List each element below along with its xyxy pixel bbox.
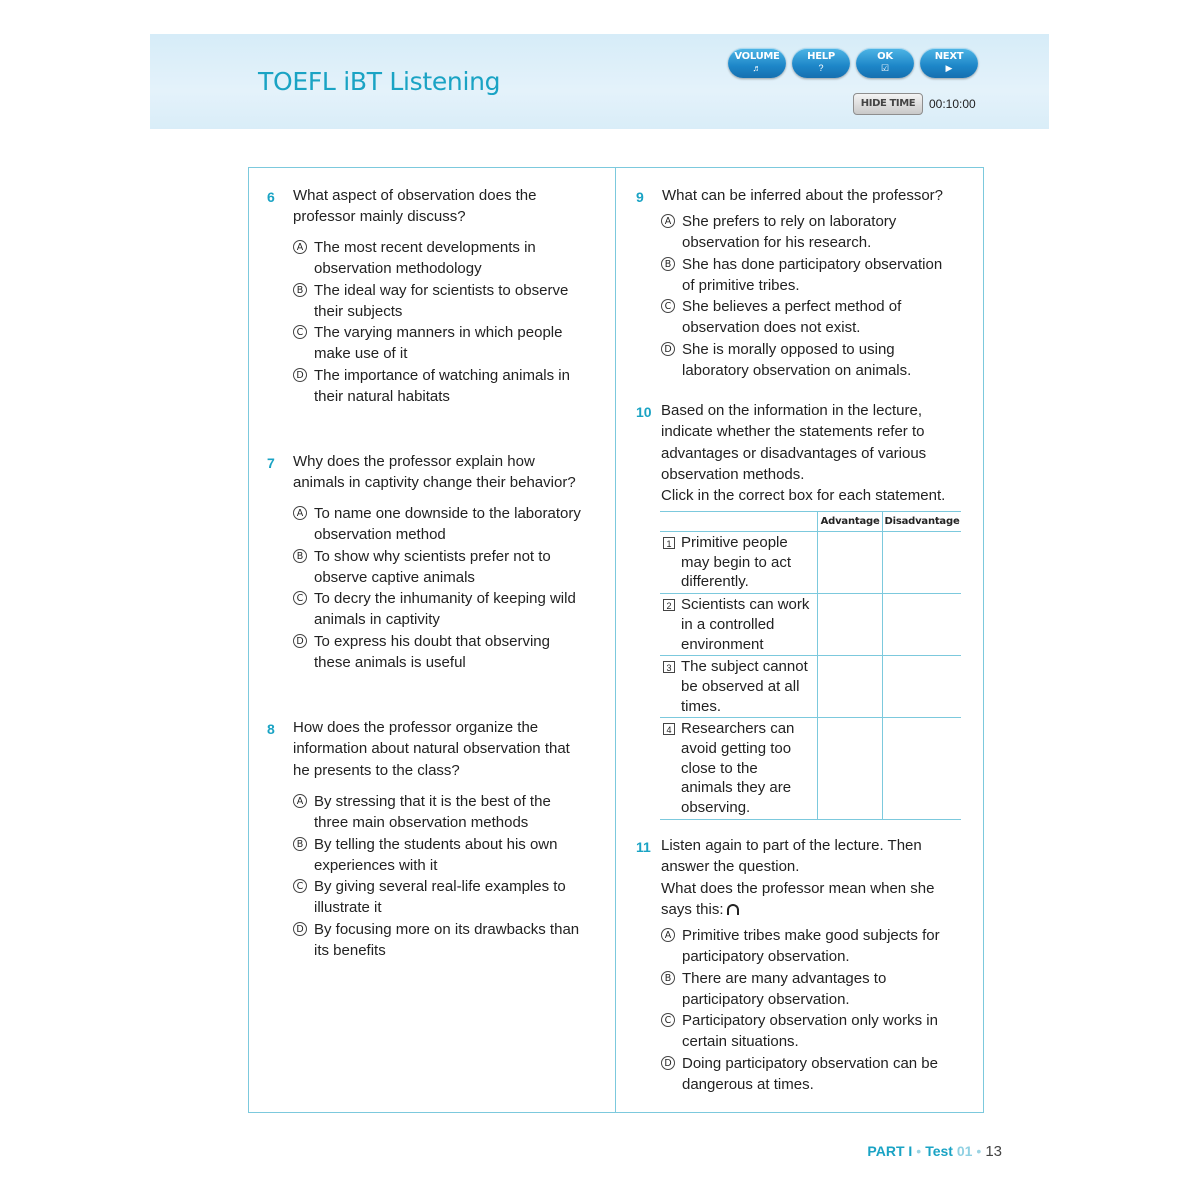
question-line: answer the question. — [661, 858, 800, 876]
volume-button[interactable] — [728, 48, 786, 78]
checkbox-icon: ☑ — [880, 63, 890, 73]
option-line: make use of it — [314, 345, 408, 363]
option-list — [661, 211, 971, 381]
statement-number-icon: 2 — [663, 599, 675, 611]
option-letter-icon: A — [293, 240, 307, 254]
option-d[interactable] — [293, 631, 603, 674]
option-line: Participatory observation only works in — [682, 1012, 938, 1030]
option-letter-icon: A — [661, 214, 675, 228]
statement-cell — [660, 656, 818, 718]
option-line: observation for his research. — [682, 234, 872, 252]
footer-test-label: Test — [925, 1143, 953, 1159]
advantage-box[interactable] — [818, 718, 883, 820]
option-line: Doing participatory observation can be — [682, 1054, 938, 1072]
statement-line: be observed at all — [681, 677, 800, 695]
option-line: The ideal way for scientists to observe — [314, 281, 569, 299]
option-line: She has done participatory observation — [682, 255, 943, 273]
option-line: The importance of watching animals in — [314, 366, 570, 384]
table-header-row — [660, 512, 961, 532]
question-line: Why does the professor explain how — [293, 453, 535, 470]
statement-line: Researchers can — [681, 720, 795, 738]
table-header-disadvantage: Disadvantage — [883, 512, 961, 532]
footer-separator: • — [916, 1143, 922, 1159]
option-c[interactable] — [293, 588, 603, 631]
option-a[interactable] — [293, 503, 603, 546]
footer-part: PART I — [867, 1143, 913, 1159]
option-line: their subjects — [314, 302, 403, 320]
option-letter-icon: B — [293, 837, 307, 851]
play-icon: ▶ — [945, 63, 953, 73]
question-line: observation methods. — [661, 465, 805, 483]
statement-cell — [660, 594, 818, 656]
option-letter-icon: C — [293, 879, 307, 893]
option-line: participatory observation. — [682, 990, 850, 1008]
option-letter-icon: C — [661, 299, 675, 313]
option-line: its benefits — [314, 942, 386, 960]
question-number: 6 — [267, 189, 275, 205]
option-b[interactable] — [661, 968, 971, 1011]
option-line: observation does not exist. — [682, 319, 861, 337]
footer-test-number: 01 — [956, 1143, 973, 1159]
option-line: observe captive animals — [314, 568, 475, 586]
question-number: 10 — [636, 404, 652, 420]
question-line: What does the professor mean when she — [661, 879, 935, 897]
option-line: The varying manners in which people — [314, 324, 563, 342]
option-letter-icon: B — [661, 971, 675, 985]
app-title: TOEFL iBT Listening — [258, 67, 501, 96]
option-line: She prefers to rely on laboratory — [682, 213, 897, 230]
option-list — [293, 503, 603, 673]
statement-line: observing. — [681, 799, 751, 817]
option-c[interactable] — [661, 296, 971, 339]
option-line: certain situations. — [682, 1033, 799, 1051]
statement-line: in a controlled — [681, 615, 775, 633]
option-d[interactable] — [293, 919, 603, 962]
question-line: Listen again to part of the lecture. Then — [661, 837, 922, 854]
ok-button[interactable] — [856, 48, 914, 78]
page-number: 13 — [985, 1143, 1002, 1160]
option-line: observation methodology — [314, 260, 482, 278]
table-row — [660, 718, 961, 820]
question-number: 7 — [267, 455, 275, 471]
footer-separator: • — [976, 1143, 982, 1159]
statement-line: The subject cannot — [681, 658, 808, 676]
option-c[interactable] — [661, 1010, 971, 1053]
advantage-box[interactable] — [818, 594, 883, 656]
option-line: By focusing more on its drawbacks than — [314, 920, 580, 938]
option-letter-icon: D — [661, 1056, 675, 1070]
table-row — [660, 594, 961, 656]
advantage-box[interactable] — [818, 532, 883, 594]
option-line: She is morally opposed to using — [682, 340, 895, 358]
option-line: these animals is useful — [314, 654, 466, 672]
option-line: Primitive tribes make good subjects for — [682, 927, 940, 944]
option-line: three main observation methods — [314, 814, 529, 832]
option-line: To express his doubt that observing — [314, 632, 550, 650]
option-c[interactable] — [293, 322, 593, 365]
statement-line: differently. — [681, 573, 749, 591]
option-letter-icon: D — [293, 634, 307, 648]
option-line: illustrate it — [314, 899, 382, 917]
next-button-label: NEXT — [934, 51, 964, 62]
header-bar — [150, 34, 1049, 129]
help-button[interactable] — [792, 48, 850, 78]
question-line: advantages or disadvantages of various — [661, 444, 927, 462]
statement-cell — [660, 532, 818, 594]
option-line: dangerous at times. — [682, 1076, 814, 1094]
option-letter-icon: D — [293, 368, 307, 382]
option-b[interactable] — [661, 254, 971, 297]
option-line: There are many advantages to — [682, 969, 887, 987]
option-d[interactable] — [661, 339, 971, 382]
question-number: 9 — [636, 189, 644, 205]
question-text — [661, 835, 971, 920]
option-list — [293, 237, 593, 407]
option-letter-icon: D — [293, 922, 307, 936]
option-a[interactable] — [661, 925, 971, 968]
option-line: To decry the inhumanity of keeping wild — [314, 590, 576, 608]
question-line: he presents to the class? — [293, 761, 460, 779]
option-line: By telling the students about his own — [314, 835, 558, 853]
disadvantage-box[interactable] — [883, 532, 961, 594]
option-line: She believes a perfect method of — [682, 298, 902, 316]
question-line: What can be inferred about the professor? — [662, 187, 944, 204]
statement-line: avoid getting too — [681, 740, 792, 758]
option-a[interactable] — [293, 791, 603, 834]
option-c[interactable] — [293, 876, 603, 919]
statement-number-icon: 1 — [663, 537, 675, 549]
question-line: What aspect of observation does the — [293, 187, 537, 204]
disadvantage-box[interactable] — [883, 718, 961, 820]
option-line: To show why scientists prefer not to — [314, 547, 551, 565]
option-a[interactable] — [661, 211, 971, 254]
table-row — [660, 656, 961, 718]
option-letter-icon: D — [661, 342, 675, 356]
statement-line: animals they are — [681, 779, 792, 797]
statement-line: may begin to act — [681, 553, 792, 571]
option-line: By giving several real-life examples to — [314, 878, 566, 896]
question-number: 11 — [636, 839, 651, 855]
table-header — [660, 512, 818, 532]
instruction-text: Click in the correct box for each statement. — [661, 487, 946, 505]
option-letter-icon: A — [293, 506, 307, 520]
timer: 00:10:00 — [929, 97, 976, 111]
option-line: their natural habitats — [314, 388, 450, 406]
question-line: animals in captivity change their behavior? — [293, 474, 576, 492]
option-letter-icon: A — [293, 794, 307, 808]
question-text — [661, 400, 971, 506]
question-text — [293, 185, 593, 228]
option-b[interactable] — [293, 834, 603, 877]
option-line: By stressing that it is the best of the — [314, 793, 551, 810]
option-line: animals in captivity — [314, 611, 440, 629]
table-row — [660, 532, 961, 594]
question-line — [661, 899, 971, 920]
next-button[interactable] — [920, 48, 978, 78]
question-line-text: says this: — [661, 900, 724, 918]
statement-cell — [660, 718, 818, 820]
statement-line: Primitive people — [681, 534, 788, 551]
statement-line: close to the — [681, 759, 758, 777]
option-line: To name one downside to the laboratory — [314, 505, 581, 522]
option-line: laboratory observation on animals. — [682, 362, 912, 380]
volume-button-label: VOLUME — [734, 51, 780, 62]
advantage-box[interactable] — [818, 656, 883, 718]
help-button-label: HELP — [807, 51, 835, 62]
statement-line: times. — [681, 697, 722, 715]
option-list — [661, 925, 971, 1095]
question-line: indicate whether the statements refer to — [661, 423, 925, 441]
option-line: of primitive tribes. — [682, 276, 800, 294]
statement-number-icon: 4 — [663, 723, 675, 735]
option-a[interactable] — [293, 237, 593, 280]
disadvantage-box[interactable] — [883, 656, 961, 718]
option-letter-icon: C — [293, 591, 307, 605]
question-text — [293, 451, 603, 494]
question-number: 8 — [267, 721, 275, 737]
option-letter-icon: A — [661, 928, 675, 942]
table-header-advantage: Advantage — [818, 512, 883, 532]
option-letter-icon: C — [661, 1013, 675, 1027]
page-footer — [867, 1143, 1002, 1160]
question-text — [293, 717, 603, 781]
option-d[interactable] — [661, 1053, 971, 1096]
question-line: Based on the information in the lecture, — [661, 402, 922, 419]
option-b[interactable] — [293, 280, 593, 323]
statement-line: environment — [681, 635, 764, 653]
option-list — [293, 791, 603, 961]
option-line: experiences with it — [314, 856, 438, 874]
disadvantage-box[interactable] — [883, 594, 961, 656]
option-line: The most recent developments in — [314, 239, 536, 256]
question-text — [662, 185, 972, 206]
question-line: professor mainly discuss? — [293, 208, 466, 226]
question-line: information about natural observation that — [293, 740, 570, 758]
option-line: observation method — [314, 526, 446, 544]
column-divider — [615, 167, 616, 1113]
option-line: participatory observation. — [682, 948, 850, 966]
option-letter-icon: B — [293, 549, 307, 563]
statement-line: Scientists can work — [681, 596, 810, 614]
hide-time-button[interactable]: HIDE TIME — [853, 93, 923, 115]
option-letter-icon: B — [661, 257, 675, 271]
question-line: How does the professor organize the — [293, 719, 539, 736]
option-d[interactable] — [293, 365, 593, 408]
headphones-icon[interactable] — [727, 904, 739, 915]
ok-button-label: OK — [877, 51, 893, 62]
speaker-icon: ♬ — [752, 63, 762, 73]
answer-table — [660, 511, 961, 820]
option-letter-icon: B — [293, 283, 307, 297]
help-icon: ? — [818, 63, 824, 73]
option-b[interactable] — [293, 546, 603, 589]
statement-number-icon: 3 — [663, 661, 675, 673]
option-letter-icon: C — [293, 325, 307, 339]
